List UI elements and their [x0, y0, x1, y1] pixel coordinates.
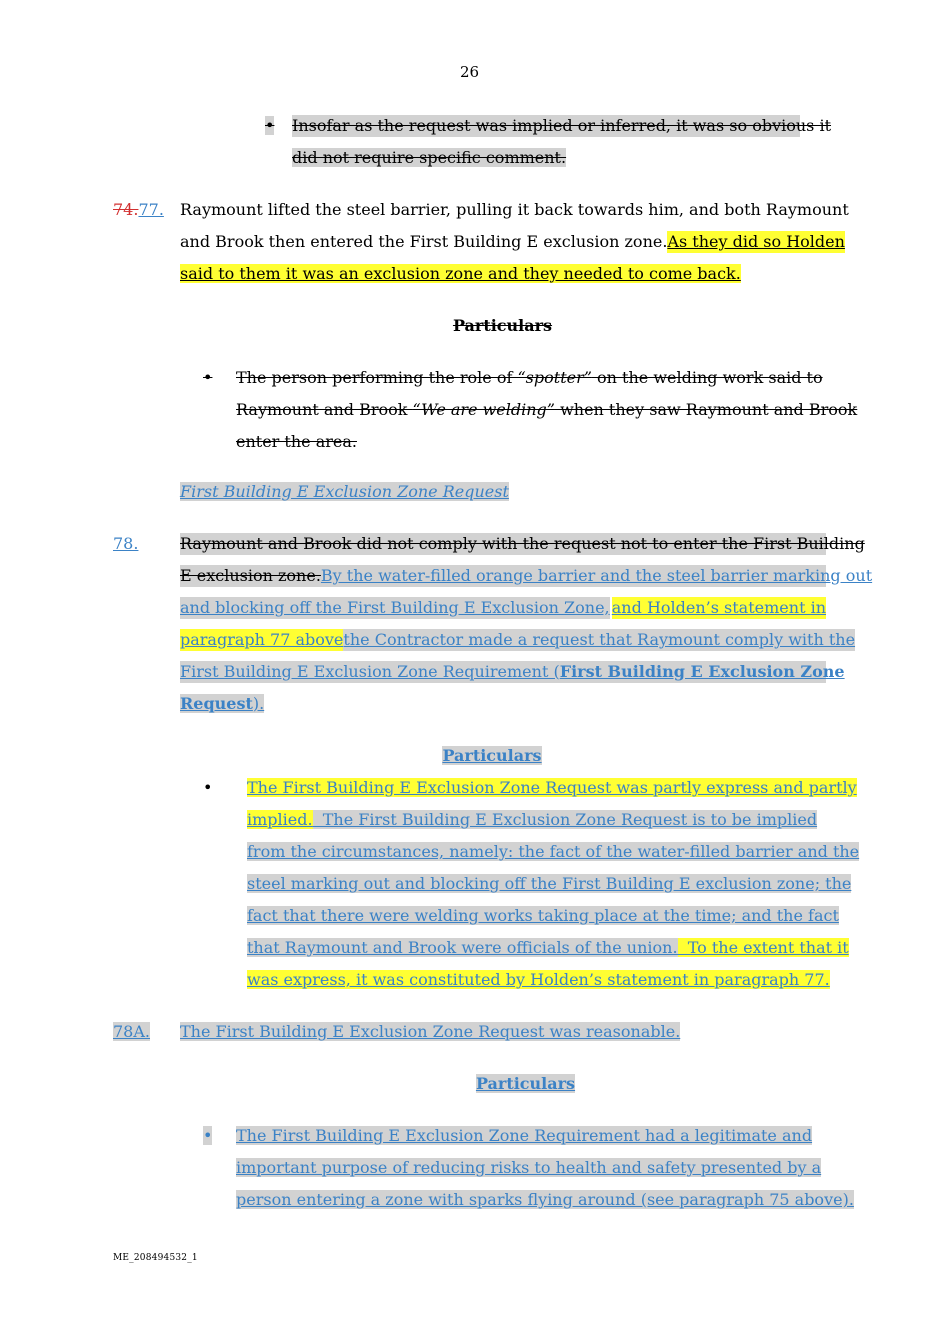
bullet-deleted-1: • [265, 116, 275, 135]
page-number: 26 [459, 63, 480, 81]
paragraph-77-number: 74.77. [113, 200, 164, 219]
subheading-exclusion-zone-request: First Building E Exclusion Zone Request [180, 482, 509, 501]
particulars-1-line-1: The person performing the role of “spotter” on the welding work said to [236, 368, 823, 387]
deleted-bullet-line-2: did not require specific comment. [292, 148, 567, 167]
particulars-1-line-3: enter the area. [236, 432, 357, 451]
bullet-3: • [203, 1126, 213, 1145]
paragraph-78-line-2: E exclusion zone. By the water-filled orange barrier and the steel barrier marking out [180, 566, 873, 585]
particulars-3-line-2: important purpose of reducing risks to health and safety presented by a [236, 1158, 822, 1177]
particulars-1-line-2: Raymount and Brook “We are welding” when they saw Raymount and Brook [236, 400, 858, 419]
particulars-2-line-4: steel marking out and blocking off the First Building E exclusion zone; the [247, 874, 852, 893]
particulars-2-line-3: from the circumstances, namely: the fact of the water-filled barrier and the [247, 842, 860, 861]
paragraph-78a-text: The First Building E Exclusion Zone Request was reasonable. [180, 1022, 681, 1041]
particulars-2-line-2: implied. The First Building E Exclusion Zone Request is to be implied [247, 810, 818, 829]
particulars-2-line-7: was express, it was constituted by Holden’s statement in paragraph 77. [247, 970, 830, 989]
particulars-heading-3: Particulars [475, 1074, 576, 1093]
paragraph-77-line-2: and Brook then entered the First Building E exclusion zone. As they did so Holden [180, 232, 845, 251]
paragraph-78-number: 78. [113, 534, 139, 553]
bullet-deleted-2: • [203, 368, 213, 387]
particulars-2-line-6: that Raymount and Brook were officials of the union. To the extent that it [247, 938, 849, 957]
particulars-heading-1: Particulars [452, 316, 553, 335]
bullet-2: • [203, 778, 213, 797]
particulars-2-line-1: The First Building E Exclusion Zone Request was partly express and partly [247, 778, 857, 797]
paragraph-78-line-3: and blocking off the First Building E Exclusion Zone, and Holden’s statement in [180, 598, 826, 617]
paragraph-78-line-1: Raymount and Brook did not comply with the request not to enter the First Building [180, 534, 865, 553]
deleted-bullet-line-1: Insofar as the request was implied or inferred, it was so obvious it [292, 116, 832, 135]
particulars-3-line-1: The First Building E Exclusion Zone Requirement had a legitimate and [236, 1126, 813, 1145]
paragraph-78-line-4: paragraph 77 above the Contractor made a request that Raymount comply with the [180, 630, 856, 649]
paragraph-78-line-5: First Building E Exclusion Zone Requirement ( First Building E Exclusion Zone [180, 662, 845, 681]
paragraph-78-line-6: Request). [180, 694, 265, 713]
footer-document-code: ME_208494532_1 [113, 1253, 198, 1263]
particulars-3-line-3: person entering a zone with sparks flying around (see paragraph 75 above). [236, 1190, 854, 1209]
paragraph-78a-number: 78A. [113, 1022, 150, 1041]
particulars-2-line-5: fact that there were welding works taking place at the time; and the fact [247, 906, 839, 925]
paragraph-77-line-3: said to them it was an exclusion zone and they needed to come back. [180, 264, 741, 283]
particulars-heading-2: Particulars [442, 746, 542, 765]
paragraph-77-line-1: Raymount lifted the steel barrier, pulling it back towards him, and both Raymount [180, 200, 849, 219]
